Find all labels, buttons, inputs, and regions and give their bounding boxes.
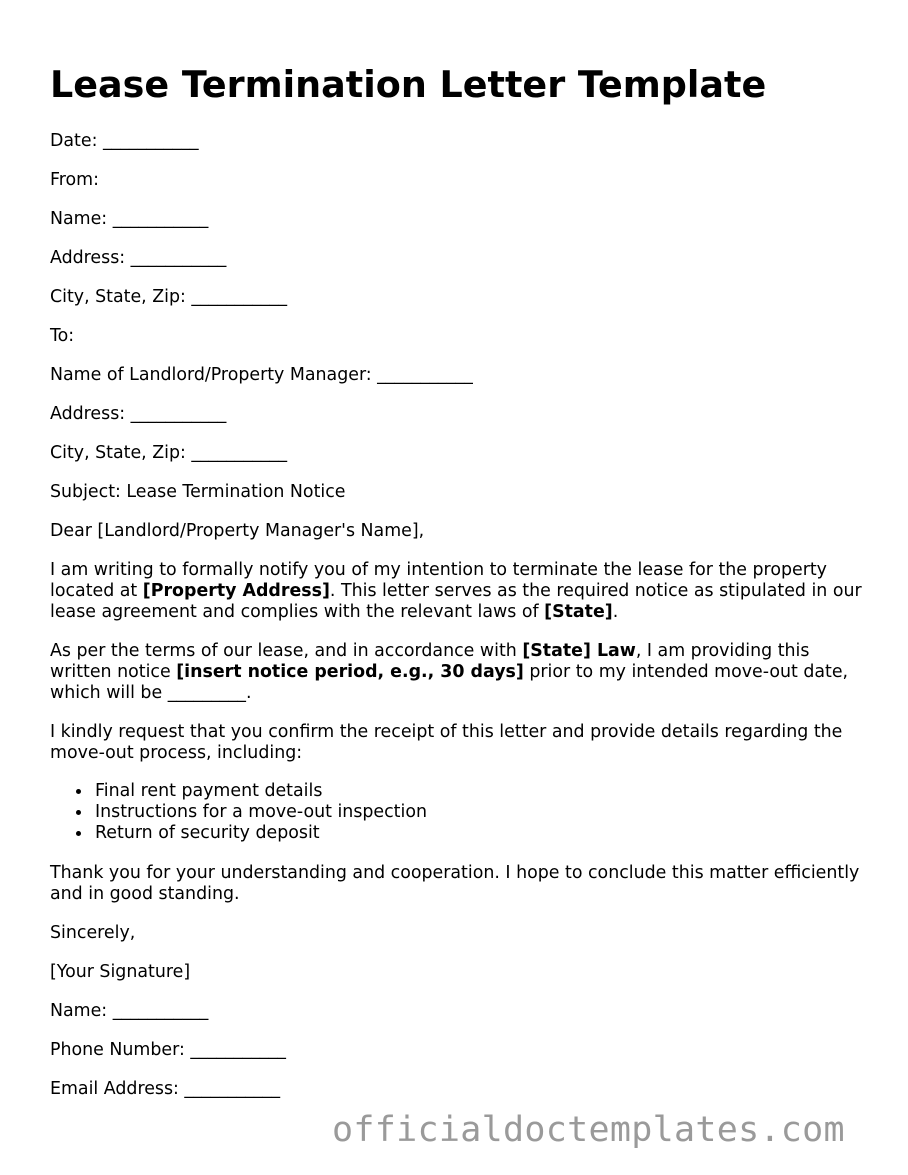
sender-name-field: Name: ___________ [50, 209, 209, 229]
paragraph-terms-text: prior to my intended move-out date, which will be _________. [50, 662, 849, 703]
paragraph-notice-text: . This letter serves as the required notice as stipulated in our lease agreement and complies with the relevant laws of [50, 581, 862, 622]
paragraph-terms-text: , I am providing this written notice [50, 641, 810, 682]
paragraph-request: I kindly request that you confirm the receipt of this letter and provide details regarding the move-out process, including: [50, 722, 843, 763]
paragraph-notice-text: I am writing to formally notify you of my intention to terminate the lease for the property located at [50, 560, 827, 601]
phone-number-field: Phone Number: ___________ [50, 1040, 286, 1060]
paragraph-terms-text: As per the terms of our lease, and in accordance with [50, 641, 523, 661]
state-placeholder: [State] [544, 602, 613, 622]
list-item: Final rent payment details [50, 781, 427, 802]
landlord-city-state-zip-field: City, State, Zip: ___________ [50, 443, 288, 463]
state-law-placeholder: [State] Law [522, 641, 636, 661]
landlord-address-field: Address: ___________ [50, 404, 227, 424]
paragraph-notice-text: . [612, 602, 619, 622]
to-label: To: [50, 326, 75, 346]
paragraph-notice [50, 560, 865, 623]
list-item: Instructions for a move-out inspection [50, 802, 427, 823]
sender-city-state-zip-field: City, State, Zip: ___________ [50, 287, 288, 307]
subject-line: Subject: Lease Termination Notice [50, 482, 346, 502]
list-item: Return of security deposit [50, 823, 427, 844]
landlord-name-field: Name of Landlord/Property Manager: ___________ [50, 365, 473, 385]
salutation: Dear [Landlord/Property Manager's Name], [50, 521, 425, 541]
sender-address-field: Address: ___________ [50, 248, 227, 268]
closing-name-field: Name: ___________ [50, 1001, 209, 1021]
signature-placeholder: [Your Signature] [50, 962, 191, 982]
email-address-field: Email Address: ___________ [50, 1079, 281, 1099]
property-address-placeholder: [Property Address] [142, 581, 330, 601]
closing-sincerely: Sincerely, [50, 923, 136, 943]
paragraph-thanks: Thank you for your understanding and cooperation. I hope to conclude this matter efficiently and in good standing. [50, 863, 860, 904]
request-list [50, 781, 427, 844]
watermark: officialdoctemplates.com [332, 1110, 845, 1150]
paragraph-terms [50, 641, 865, 704]
from-label: From: [50, 170, 99, 190]
date-field: Date: ___________ [50, 131, 199, 151]
notice-period-placeholder: [insert notice period, e.g., 30 days] [176, 662, 524, 682]
document-title: Lease Termination Letter Template [50, 63, 767, 106]
